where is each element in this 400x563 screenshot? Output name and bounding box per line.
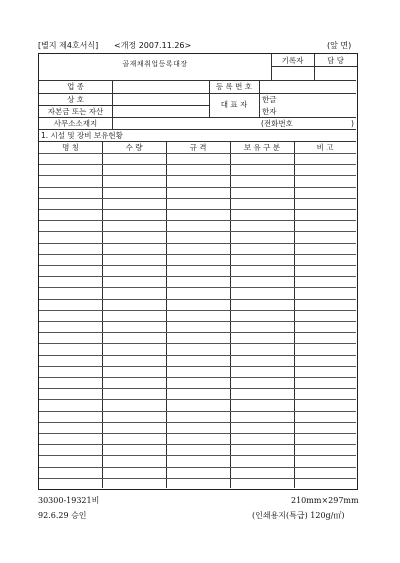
table-row (39, 287, 356, 288)
table-row (39, 399, 356, 400)
table-row (39, 478, 356, 479)
side-label: (앞 면) (327, 41, 352, 50)
section-title: 1. 시설 및 장비 보유현황 (41, 131, 123, 140)
form-id-label: [별지 제4호서식] (38, 41, 99, 50)
business-type-label: 업 종 (67, 82, 84, 91)
table-row (39, 220, 356, 221)
table-row (39, 377, 356, 378)
table-row (39, 243, 356, 244)
table-row (39, 175, 356, 176)
table-row (39, 444, 356, 445)
paper-size: 210mm×297mm (291, 496, 359, 505)
table-row (39, 299, 356, 300)
table-row (39, 254, 356, 255)
table-row (39, 467, 356, 468)
table-row (39, 388, 356, 389)
table-row (39, 422, 356, 423)
column-header-spec: 규 격 (189, 143, 207, 152)
table-row (39, 310, 356, 311)
form-frame (38, 53, 358, 490)
column-header-ownership: 보 유 구 분 (243, 143, 281, 152)
column-header-quantity: 수 량 (125, 143, 143, 152)
table-row (39, 455, 356, 456)
table-row (39, 332, 356, 333)
table-row (39, 265, 356, 266)
approval-recorder: 기록자 (281, 56, 304, 65)
table-row (39, 276, 356, 277)
table-row (39, 355, 356, 356)
table-row (39, 209, 356, 210)
table-row (39, 187, 356, 188)
registration-number-label: 등 록 번 호 (215, 82, 253, 91)
office-address-label: 사무소소재지 (53, 119, 98, 128)
table-row (39, 164, 356, 165)
approval-date: 92.6.29 승인 (38, 511, 87, 520)
phone-close: ) (351, 119, 354, 128)
table-row (39, 153, 356, 154)
capital-label: 자본금 또는 자산 (47, 107, 104, 116)
form-title: 골재채취업등록대장 (122, 60, 188, 68)
representative-hangul-label: 한글 (262, 95, 277, 104)
table-row (39, 433, 356, 434)
table-row (39, 198, 356, 199)
column-header-name: 명 칭 (62, 143, 79, 152)
revision-label: <개정 2007.11.26> (114, 41, 192, 50)
table-row (39, 411, 356, 412)
table-row (39, 321, 356, 322)
column-header-remarks: 비 고 (316, 143, 334, 152)
phone-label: (전화번호 (261, 119, 293, 128)
table-row (39, 343, 356, 344)
paper-spec: (인쇄용지(특급) 120g/㎡) (252, 511, 345, 520)
form-code: 30300-19321비 (38, 496, 100, 505)
table-row (39, 366, 356, 367)
company-name-label: 상 호 (67, 95, 84, 104)
representative-label: 대 표 자 (220, 100, 248, 109)
table-row (39, 231, 356, 232)
approval-manager: 담 당 (327, 56, 344, 65)
representative-hanja-label: 한자 (262, 107, 277, 116)
